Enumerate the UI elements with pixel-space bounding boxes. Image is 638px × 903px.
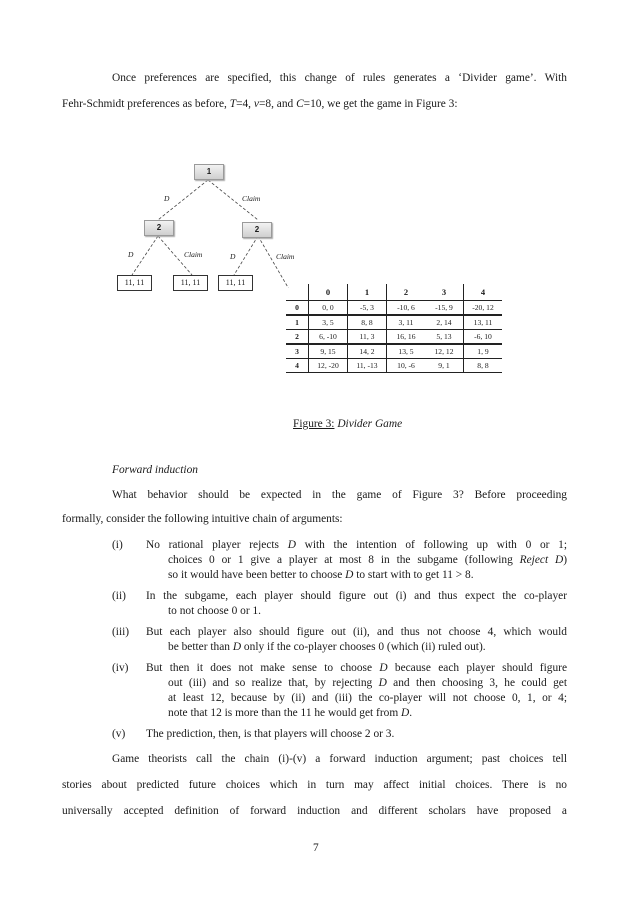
matrix-col-header: 0 bbox=[309, 284, 348, 301]
matrix-row bbox=[286, 344, 502, 359]
matrix-cell: 1, 9 bbox=[464, 344, 503, 359]
para2-line-3: universally accepted definition of forward induction and different scholars have proposed a bbox=[62, 805, 567, 817]
edge-right-right-line bbox=[258, 236, 300, 288]
matrix-row bbox=[286, 301, 502, 316]
matrix-cell: 8, 8 bbox=[348, 315, 387, 330]
matrix-cell: 0, 0 bbox=[309, 301, 348, 316]
matrix-row-header: 0 bbox=[286, 301, 309, 316]
matrix-cell: 11, -13 bbox=[348, 359, 387, 373]
matrix-col-header: 2 bbox=[387, 284, 426, 301]
matrix-cell: 3, 5 bbox=[309, 315, 348, 330]
matrix-header-row bbox=[286, 284, 502, 301]
matrix-cell: -5, 3 bbox=[348, 301, 387, 316]
list-item-num: (v) bbox=[112, 728, 126, 740]
figure-caption-label: Figure 3: bbox=[293, 418, 335, 430]
matrix-cell: 6, -10 bbox=[309, 330, 348, 345]
section-heading: Forward induction bbox=[112, 464, 198, 476]
matrix-cell: 12, 12 bbox=[425, 344, 464, 359]
matrix-cell: 11, 3 bbox=[348, 330, 387, 345]
matrix-col-header: 3 bbox=[441, 287, 447, 297]
matrix-row-header: 4 bbox=[286, 359, 309, 373]
list-item-num: (ii) bbox=[112, 590, 126, 602]
para2-line-2: stories about predicted future choices which in turn may affect initial choices. There is no bbox=[62, 779, 567, 791]
figure-caption-title: Divider Game bbox=[337, 418, 403, 430]
matrix-cell: 8, 8 bbox=[464, 359, 503, 373]
edge-label-root-claim: Claim bbox=[242, 194, 261, 203]
matrix-row bbox=[286, 359, 502, 373]
edge-left-left-line bbox=[132, 236, 158, 275]
matrix-cell: 10, -6 bbox=[387, 359, 426, 373]
para1-line-2: formally, consider the following intuitive chain of arguments: bbox=[62, 513, 343, 525]
intro-line-1: Once preferences are specified, this change of rules generates a ‘Divider game’. With bbox=[112, 72, 567, 84]
list-item-num: (i) bbox=[112, 539, 123, 551]
list-item-line: choices 0 or 1 give a player at most 8 in the subgame (following Reject D) bbox=[168, 554, 567, 566]
figure-caption bbox=[293, 417, 402, 431]
matrix-cell: 9, 1 bbox=[425, 359, 464, 373]
matrix-cell: 16, 16 bbox=[387, 330, 426, 345]
matrix-cell: -15, 9 bbox=[425, 301, 464, 316]
matrix-cell: 5, 13 bbox=[425, 330, 464, 345]
list-item-line: at least 12, because by (ii) and (iii) the co-player will not choose 0, 1, or 4; bbox=[168, 692, 567, 704]
list-item-line: In the subgame, each player should figure out (i) and thus expect the co-player bbox=[146, 590, 567, 602]
matrix-row-header: 3 bbox=[286, 344, 309, 359]
matrix-row-header: 1 bbox=[286, 315, 309, 330]
list-item-num: (iii) bbox=[112, 626, 130, 638]
matrix-cell: 14, 2 bbox=[348, 344, 387, 359]
list-item-line: No rational player rejects D with the intention of following up with 0 or 1; bbox=[146, 539, 567, 551]
list-item-line: out (iii) and so realize that, by rejecting D and then choosing 3, he could get bbox=[168, 677, 567, 689]
edge-label-right-claim: Claim bbox=[276, 252, 295, 261]
matrix-cell: -10, 6 bbox=[387, 301, 426, 316]
matrix-cell: -6, 10 bbox=[464, 330, 503, 345]
edge-label-root-d: D bbox=[164, 194, 170, 203]
matrix-cell: 13, 11 bbox=[464, 315, 503, 330]
intro-line-2: Fehr-Schmidt preferences as before, T=4, v=8, and C=10, we get the game in Figure 3: bbox=[62, 98, 458, 110]
matrix-row bbox=[286, 330, 502, 345]
page-number: 7 bbox=[313, 842, 319, 854]
tree-left-node: 2 bbox=[144, 220, 174, 236]
game-tree bbox=[110, 158, 440, 288]
edge-label-left-claim: Claim bbox=[184, 250, 203, 259]
list-item-line: so it would have been better to choose D to start with to get 11 > 8. bbox=[168, 569, 474, 581]
matrix-cell: -20, 12 bbox=[464, 301, 503, 316]
list-item-line: note that 12 is more than the 11 he would get from D. bbox=[168, 707, 413, 719]
matrix-row-header: 2 bbox=[286, 330, 309, 345]
matrix-cell: 13, 5 bbox=[387, 344, 426, 359]
matrix-cell: 9, 15 bbox=[309, 344, 348, 359]
matrix-cell: 3, 11 bbox=[387, 315, 426, 330]
matrix-cell: 2, 14 bbox=[425, 315, 464, 330]
tree-leaf-3: 11, 11 bbox=[218, 275, 253, 291]
list-item-num: (iv) bbox=[112, 662, 129, 674]
tree-leaf-2: 11, 11 bbox=[173, 275, 208, 291]
matrix-col-header: 4 bbox=[464, 284, 503, 301]
list-item-line: to not choose 0 or 1. bbox=[168, 605, 262, 617]
matrix-cell: 12, -20 bbox=[309, 359, 348, 373]
list-item-line: be better than D only if the co-player chooses 0 (which (ii) ruled out). bbox=[168, 641, 486, 653]
matrix-col-header: 1 bbox=[348, 284, 387, 301]
para1-line-1: What behavior should be expected in the game of Figure 3? Before proceeding bbox=[112, 489, 567, 501]
edge-right-left-line bbox=[234, 236, 258, 275]
list-item-line: But then it does not make sense to choose D because each player should figure bbox=[146, 662, 568, 674]
payoff-matrix bbox=[286, 284, 502, 373]
matrix-row bbox=[286, 315, 502, 330]
edge-label-left-d: D bbox=[128, 250, 134, 259]
list-item-line: But each player also should figure out (ii), and thus not choose 4, which would bbox=[146, 626, 567, 638]
list-item-line: The prediction, then, is that players will choose 2 or 3. bbox=[146, 728, 395, 740]
tree-right-node: 2 bbox=[242, 222, 272, 238]
tree-root-node: 1 bbox=[194, 164, 224, 180]
tree-leaf-1: 11, 11 bbox=[117, 275, 152, 291]
para2-line-1: Game theorists call the chain (i)-(v) a forward induction argument; past choices tell bbox=[112, 753, 567, 765]
edge-label-right-d: D bbox=[230, 252, 236, 261]
